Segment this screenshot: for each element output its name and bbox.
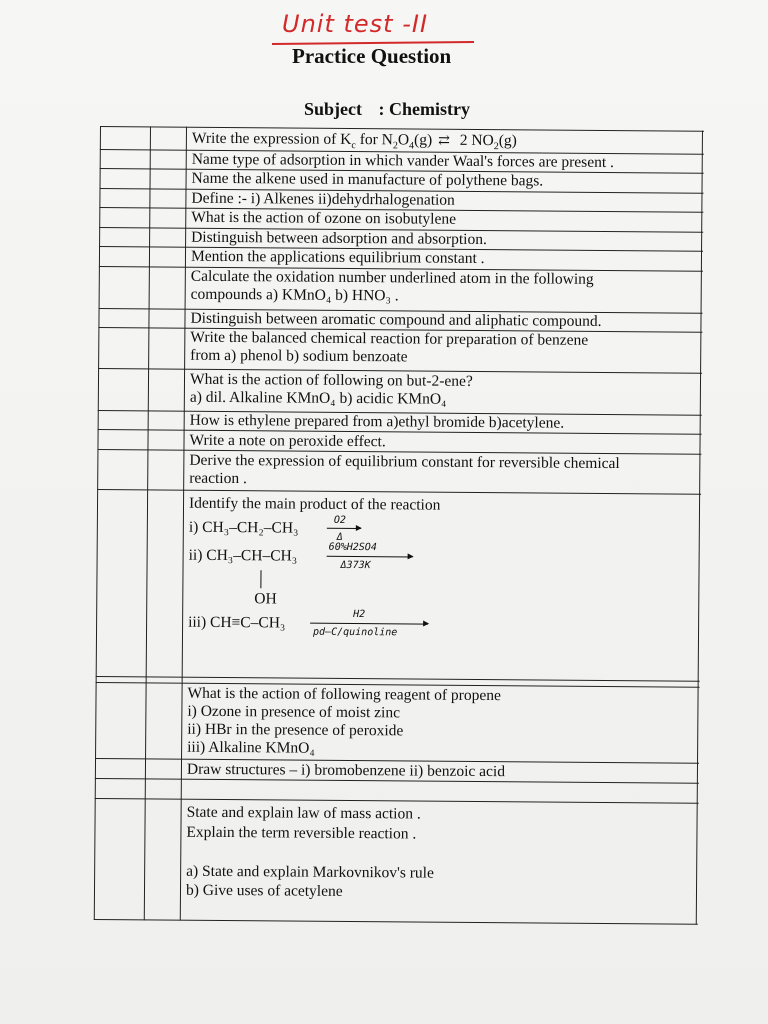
reaction-2-hydroxyl: OH: [254, 590, 277, 608]
reaction-question-stem: Identify the main product of the reaction: [188, 494, 441, 514]
table-rule: [96, 676, 700, 682]
reaction-3-condition-bottom: pd–C/quinoline: [312, 626, 398, 639]
question-row-9: Distinguish between aromatic compound and aliphatic compound.: [190, 309, 602, 330]
question-row-13: Write a note on peroxide effect.: [189, 431, 386, 451]
question-row-6: Distinguish between adsorption and absorption.: [191, 228, 487, 249]
question-row-5: What is the action of ozone on isobutylene: [191, 208, 457, 228]
question-row-8: Calculate the oxidation number underlined atom in the following compounds a) KMnO₄ b) HNO₃ .: [190, 267, 594, 305]
oh-bond-line: [260, 570, 261, 588]
reaction-3-arrow: [310, 623, 428, 625]
propene-question: What is the action of following reagent of propene i) Ozone in presence of moist zinc ii) HBr in the presence of peroxide iii) Alkaline KMnO₄: [187, 684, 501, 757]
subject-label: Subject: [304, 99, 362, 119]
question-row-4: Define :- i) Alkenes ii)dehydrhalogenation: [191, 189, 455, 209]
question-row-1: Write the expression of $K_c$ for $N_2O_4(g)$ ⇄ 2 $NO_2(g)$: [191, 129, 517, 153]
final-questions-block: State and explain law of mass action . Explain the term reversible reaction . a) State and explain Markovnikov's rule b) Give uses of acetylene: [185, 803, 434, 900]
reaction-1-reactant: i) CH₃–CH₂–CH₃: [188, 518, 299, 537]
question-table: [94, 126, 704, 925]
reaction-1-condition-bottom: Δ: [336, 531, 343, 543]
handwritten-heading: Unit test -II: [282, 10, 429, 38]
question-row-10: Write the balanced chemical reaction for preparation of benzene from a) phenol b) sodium benzoate: [190, 328, 589, 366]
question-row-7: Mention the applications equilibrium constant .: [190, 247, 485, 268]
reaction-1-arrow: [327, 528, 361, 529]
table-rule: [94, 919, 698, 925]
reaction-2-reactant: ii) CH₃–CH–CH₃: [188, 546, 298, 565]
reaction-3-condition-top: H2: [353, 609, 366, 621]
reaction-2-condition-top: 60%H2SO4: [328, 541, 377, 554]
structures-question: Draw structures – i) bromobenzene ii) benzoic acid: [186, 760, 506, 781]
reaction-2-condition-bottom: Δ373K: [340, 559, 371, 572]
reaction-1-condition-top: O2: [333, 514, 346, 526]
question-row-12: How is ethylene prepared from a)ethyl bromide b)acetylene.: [189, 411, 565, 432]
question-row-2: Name type of adsorption in which vander Waal's forces are present .: [191, 150, 614, 172]
reaction-question: [188, 492, 699, 676]
question-row-3: Name the alkene used in manufacture of polythene bags.: [191, 169, 544, 190]
page-title: Practice Question: [292, 44, 452, 68]
question-row-11: What is the action of following on but-2-ene? a) dil. Alkaline KMnO₄ b) acidic KMnO₄: [189, 370, 473, 408]
reaction-2-arrow: [327, 556, 413, 558]
reaction-3-reactant: iii) CH≡C–CH₃: [188, 613, 286, 632]
subject-value: : Chemistry: [378, 99, 470, 119]
subject-line: [304, 99, 482, 120]
question-row-14: Derive the expression of equilibrium constant for reversible chemical reaction .: [189, 451, 620, 488]
table-rule: [95, 798, 699, 804]
